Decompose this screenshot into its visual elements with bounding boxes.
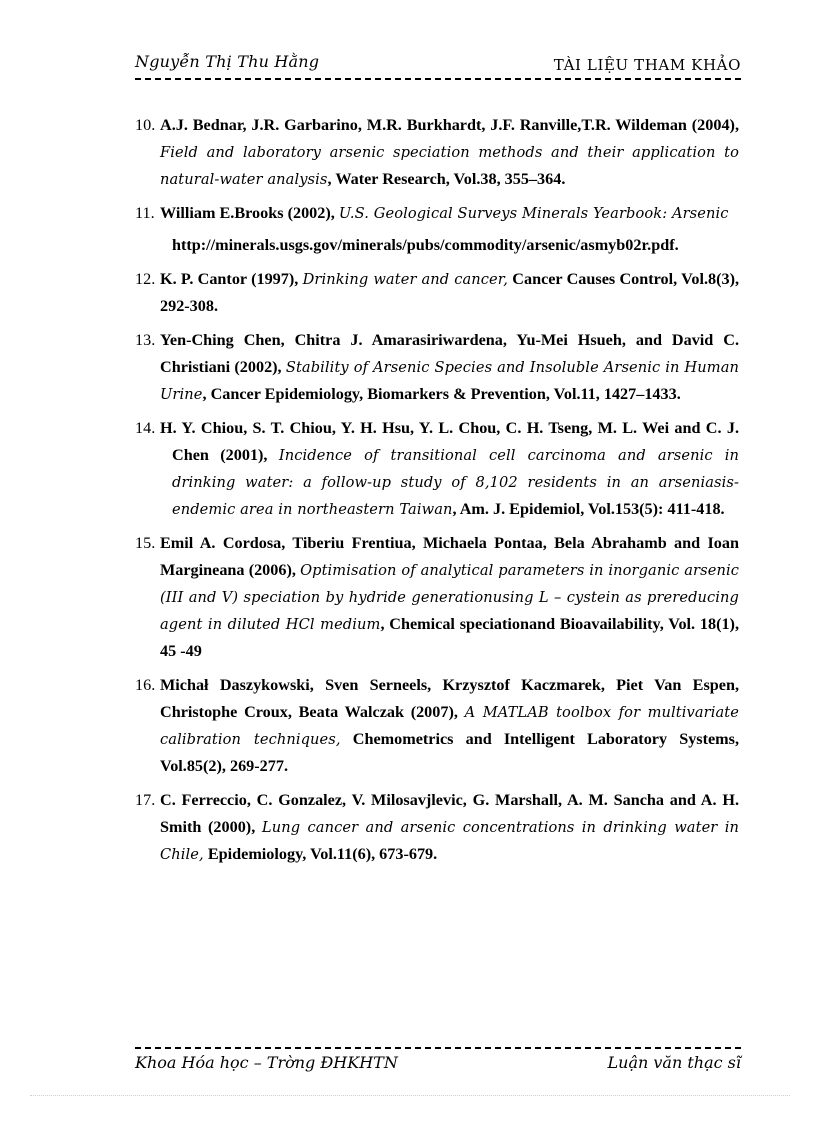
reference-number: 11. [135,204,155,222]
reference-source: Chemometrics and Intelligent Laboratory Systems, Vol.85(2), 269-277. [160,730,740,775]
footer-rule [135,1047,741,1049]
reference-number: 17. [135,791,156,809]
reference-authors: A.J. Bednar, J.R. Garbarino, M.R. Burkhardt, J.F. Ranville,T.R. Wildeman (2004), [160,116,739,134]
reference-title: Lung cancer and arsenic concentrations in drinking water in Chile, [160,819,739,863]
reference-item [135,266,739,320]
footer-thesis-type: Luận văn thạc sĩ [607,1053,741,1072]
reference-authors: Yen-Ching Chen, Chitra J. Amarasiriwardena, Yu-Mei Hsueh, and David C. Christiani (2002), [160,331,739,376]
reference-number: 13. [135,331,156,349]
reference-title: Field and laboratory arsenic speciation methods and their application to natural-water analysis [160,144,739,188]
reference-authors: Emil A. Cordosa, Tiberiu Frentiua, Michaela Pontaa, Bela Abrahamb and Ioan Margineana (2006), [160,534,739,579]
reference-source: , Water Research, Vol.38, 355–364. [327,170,566,188]
reference-authors: H. Y. Chiou, S. T. Chiou, Y. H. Hsu, Y. L. Chou, C. H. Tseng, M. L. Wei and C. J. Chen (2001), [160,419,739,464]
reference-item [135,530,739,665]
header-author: Nguyễn Thị Thu Hằng [135,52,320,71]
reference-source: Epidemiology, Vol.11(6), 673-679. [203,845,438,863]
header-rule [135,78,741,80]
reference-source: , Chemical speciationand Bioavailability, Vol. 18(1), 45 -49 [160,615,739,660]
reference-body [160,530,739,665]
reference-title: Optimisation of analytical parameters in inorganic arsenic (III and V) speciation by hydride generationusing L – cystein as prereducing agent in diluted HCl medium [160,562,739,633]
reference-body [160,200,739,227]
reference-item [135,672,739,780]
reference-authors: Michał Daszykowski, Sven Serneels, Krzysztof Kaczmarek, Piet Van Espen, Christophe Croux, Beata Walczak (2007), [160,676,739,721]
reference-body [160,266,739,320]
reference-item [135,415,739,523]
reference-item [135,200,739,227]
reference-source: , Am. J. Epidemiol, Vol.153(5): 411-418. [452,500,725,518]
reference-number: 14. [135,419,156,437]
reference-title: Stability of Arsenic Species and Insoluble Arsenic in Human Urine [160,359,739,403]
reference-authors: C. Ferreccio, C. Gonzalez, V. Milosavjlevic, G. Marshall, A. M. Sancha and A. H. Smith (2000), [160,791,739,836]
reference-item [135,787,739,868]
footer-faculty: Khoa Hóa học – Trờng ĐHKHTN [135,1053,398,1072]
reference-item [135,112,739,193]
reference-title: A MATLAB toolbox for multivariate calibration techniques, [160,704,739,748]
reference-url[interactable]: http://minerals.usgs.gov/minerals/pubs/commodity/arsenic/asmyb02r.pdf. [172,236,679,254]
reference-number: 15. [135,534,156,552]
reference-body [160,672,739,780]
reference-item [135,327,739,408]
reference-body [160,112,739,193]
reference-title: Drinking water and cancer, [302,271,508,288]
reference-authors: William E.Brooks (2002), [160,204,339,222]
reference-number: 10. [135,116,156,134]
header-section-title: TÀI LIỆU THAM KHẢO [553,56,741,74]
reference-title: Incidence of transitional cell carcinoma and arsenic in drinking water: a follow-up study of 8,102 residents in an arseniasis-endemic area in northeastern Taiwan [172,447,739,518]
page-footer [135,1053,741,1081]
reference-body [160,415,739,523]
reference-source: Cancer Causes Control, Vol.8(3), 292-308. [160,270,740,315]
reference-list [135,112,739,875]
page-header [135,50,741,78]
reference-number: 12. [135,270,156,288]
reference-source: , Cancer Epidemiology, Biomarkers & Prevention, Vol.11, 1427–1433. [202,385,681,403]
reference-authors: K. P. Cantor (1997), [160,270,303,288]
reference-body [160,787,739,868]
reference-number: 16. [135,676,156,694]
page-bottom-divider [30,1095,790,1096]
reference-body [160,327,739,408]
reference-title: U.S. Geological Surveys Minerals Yearbook: Arsenic [338,205,729,222]
